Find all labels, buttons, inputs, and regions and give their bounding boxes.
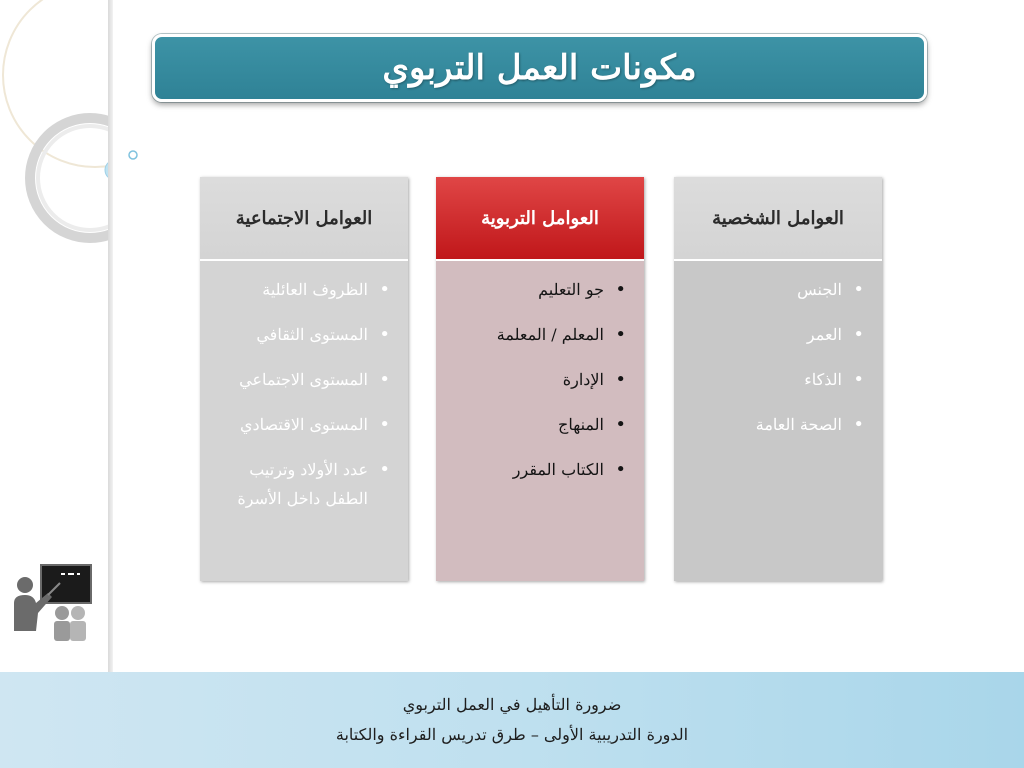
list-item: • الذكاء (688, 365, 864, 394)
teacher-chalkboard-icon (8, 563, 98, 645)
list-item: • المنهاج (450, 410, 626, 439)
list-item: • الكتاب المقرر (450, 455, 626, 484)
column-body-social (200, 261, 408, 581)
column-social-factors (200, 177, 408, 581)
list-item: • المستوى الثقافي (214, 320, 390, 349)
column-body-personal (674, 261, 882, 581)
list-item: • المعلم / المعلمة (450, 320, 626, 349)
title-bar (152, 34, 927, 102)
list-item: • الظروف العائلية (214, 275, 390, 304)
list-item: • الجنس (688, 275, 864, 304)
left-divider (108, 0, 113, 672)
column-header-social: العوامل الاجتماعية (200, 177, 408, 261)
list-item: • الإدارة (450, 365, 626, 394)
column-header-personal: العوامل الشخصية (674, 177, 882, 261)
footer-line-1: ضرورة التأهيل في العمل التربوي (402, 695, 622, 714)
column-educational-factors (436, 177, 644, 581)
footer-line-2: الدورة التدريبية الأولى – طرق تدريس القراءة والكتابة (335, 725, 689, 744)
list-item: • الصحة العامة (688, 410, 864, 439)
list-item: • العمر (688, 320, 864, 349)
small-circle-icon (118, 140, 148, 170)
page-title: مكونات العمل التربوي (382, 48, 697, 88)
list-item: • المستوى الاقتصادي (214, 410, 390, 439)
column-body-educational (436, 261, 644, 581)
list-item: • عدد الأولاد وترتيب الطفل داخل الأسرة (214, 455, 390, 513)
footer-bar (0, 672, 1024, 768)
column-header-educational: العوامل التربوية (436, 177, 644, 261)
column-personal-factors (674, 177, 882, 581)
list-item: • جو التعليم (450, 275, 626, 304)
list-item: • المستوى الاجتماعي (214, 365, 390, 394)
